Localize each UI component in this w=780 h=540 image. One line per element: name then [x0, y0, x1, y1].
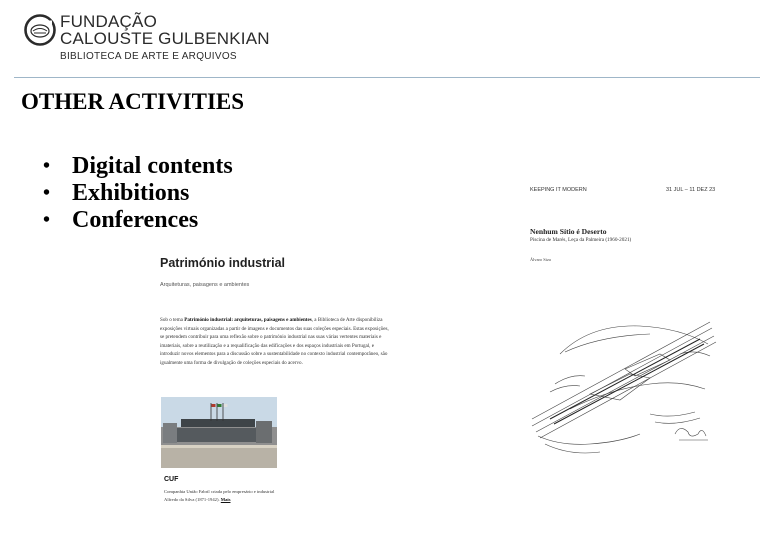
org-name-line2: CALOUSTE GULBENKIAN: [60, 29, 270, 48]
bullet-icon: •: [43, 155, 51, 177]
list-item: [40, 153, 233, 180]
exhibition-dates: 31 JUL – 11 DEZ 23: [666, 187, 716, 193]
bullet-icon: •: [43, 209, 51, 231]
page-title: Património industrial: [160, 256, 286, 270]
gulbenkian-logo-icon: [24, 14, 56, 46]
exhibition-screenshot: [530, 184, 720, 464]
list-item-label: Conferences: [72, 207, 199, 233]
exhibition-author: Álvaro Siza: [530, 257, 551, 262]
photo-caption-title: CUF: [164, 476, 179, 483]
gulbenkian-logo: [24, 12, 270, 65]
activity-list: [40, 153, 233, 234]
org-department: BIBLIOTECA DE ARTE E ARQUIVOS: [60, 51, 237, 62]
exhibition-title: Nenhum Sítio é Deserto: [530, 227, 607, 236]
list-item: [40, 180, 233, 207]
intro-text-prefix: Sob o tema: [160, 317, 185, 323]
more-link[interactable]: Mais: [220, 497, 231, 502]
architectural-sketch: [530, 314, 720, 464]
org-name-line1: FUNDAÇÃO: [60, 12, 157, 31]
page-subtitle: Arquiteturas, paisagens e ambientes: [160, 282, 250, 288]
list-item-label: Exhibitions: [72, 180, 190, 206]
intro-text-bold: Património industrial: arquiteturas, paisagens e ambientes: [184, 317, 312, 323]
intro-text-rest: , a Biblioteca de Arte disponibiliza exposições virtuais organizadas a partir de imagens e documentos das suas coleções especiais. Estas exposições, se pretendem contribuir para uma reflexão sobre o património industrial nas suas várias vertentes materiais e imateriais, sobre a reutilização e a requalificação das edificações e dos espaços industriais em Portugal, e introduzir novos elementos para a discussão sobre a sustentabilidade no contexto industrial contemporâneo, são igualmente uma forma de divulgação de coleções especiais do acervo.: [160, 317, 389, 366]
header-divider: [14, 77, 760, 78]
slide-title: OTHER ACTIVITIES: [21, 89, 245, 114]
intro-paragraph: [160, 316, 394, 367]
factory-photo: [161, 397, 277, 468]
list-item-label: Digital contents: [72, 153, 233, 179]
exhibition-subtitle: Piscina de Marés, Leça da Palmeira (1960-2021): [530, 237, 632, 243]
bullet-icon: •: [43, 182, 51, 204]
photo-caption-text: [164, 488, 284, 504]
exhibition-series: KEEPING IT MODERN: [530, 187, 587, 193]
caption-description: Companhia União Fabril criada pelo empresário e industrial Alfredo da Silva (1871-1942).: [164, 489, 275, 502]
digital-content-screenshot: [160, 252, 400, 512]
list-item: [40, 207, 233, 234]
